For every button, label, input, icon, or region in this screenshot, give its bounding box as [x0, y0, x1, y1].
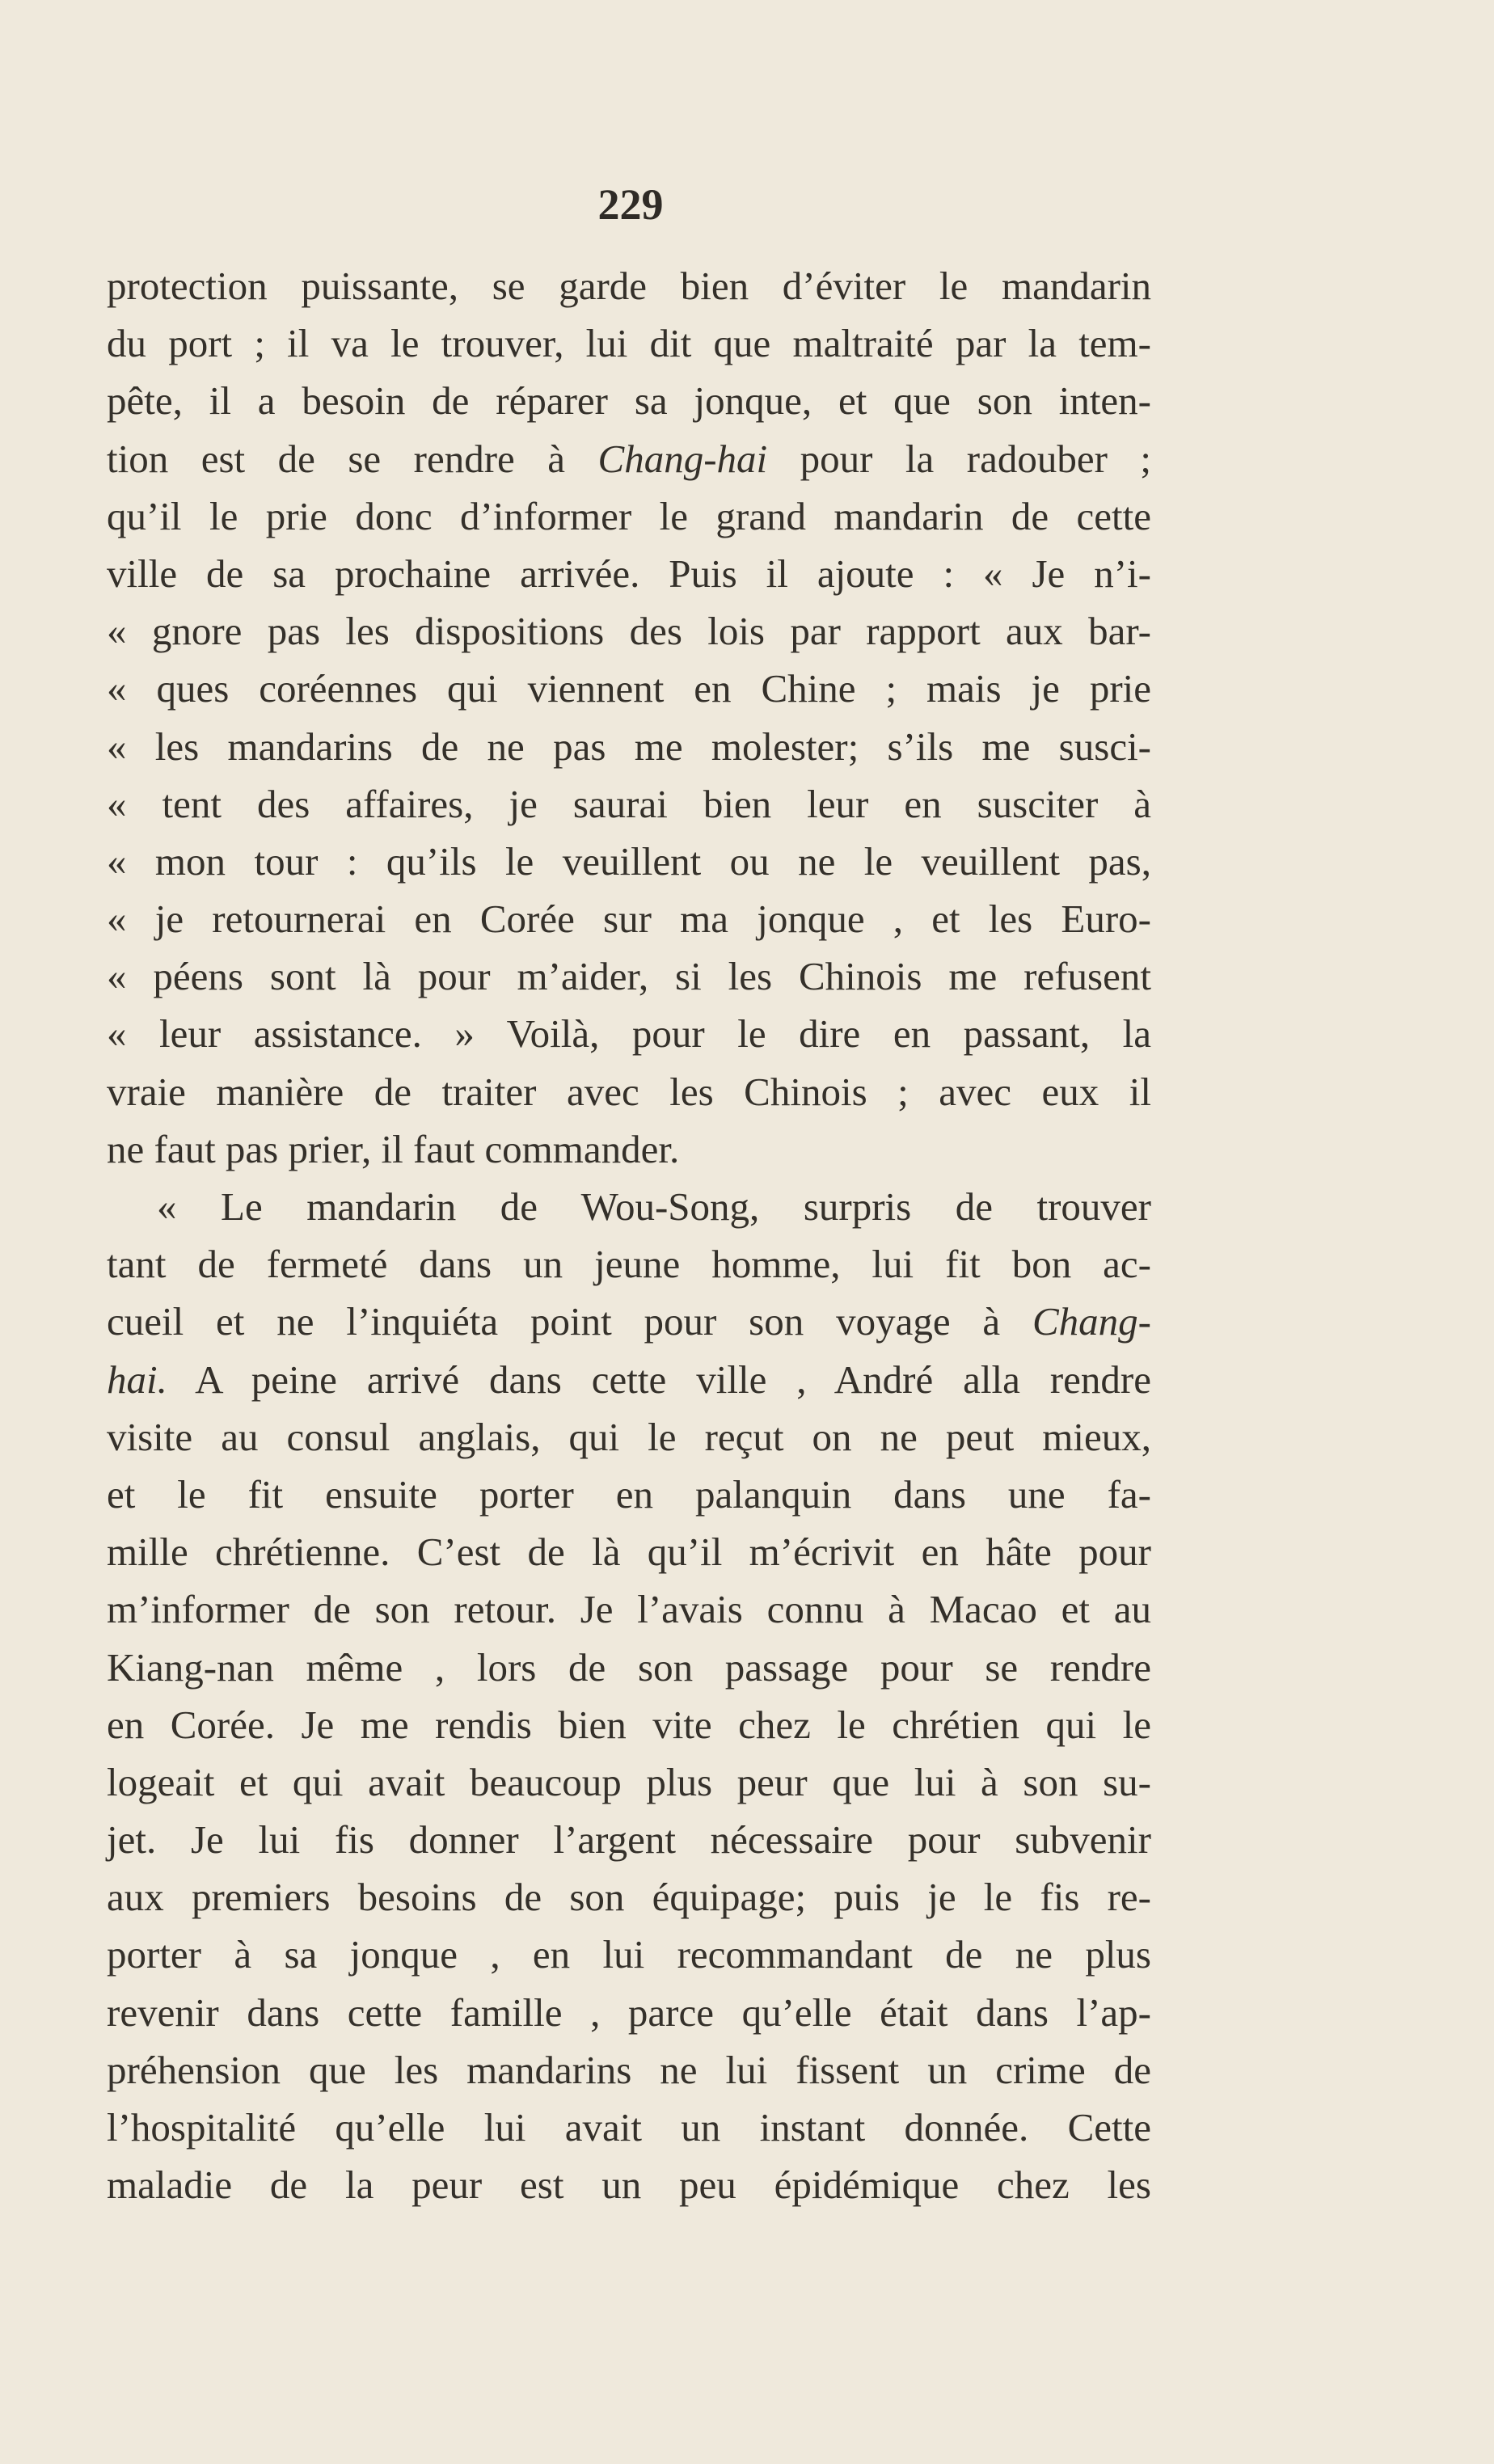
text-segment: ville de sa prochaine arrivée. Puis il ajoute : « Je n’i-: [107, 551, 1151, 596]
text-segment: pête, il a besoin de réparer sa jonque, et que son inten-: [107, 378, 1151, 424]
text-line: [107, 1178, 1151, 1235]
text-segment: du port ; il va le trouver, lui dit que maltraité par la tem-: [107, 321, 1151, 366]
text-segment: « les mandarins de ne pas me molester; s’ils me susci-: [107, 724, 1151, 769]
text-line: [107, 1235, 1151, 1293]
text-segment: « mon tour : qu’ils le veuillent ou ne le veuillent pas,: [107, 838, 1151, 884]
text-line: [107, 1926, 1151, 1983]
text-line: [107, 1696, 1151, 1753]
text-segment: ne faut pas prier, il faut commander.: [107, 1126, 680, 1171]
text-line: [107, 2041, 1151, 2099]
text-segment: protection puissante, se garde bien d’éviter le mandarin: [107, 264, 1151, 308]
text-line: [107, 718, 1151, 775]
page-number: 229: [597, 180, 664, 229]
text-line: [107, 487, 1151, 545]
text-line: [107, 833, 1151, 890]
text-segment: qu’il le prie donc d’informer le grand mandarin de cette: [107, 493, 1151, 538]
text-segment: mille chrétienne. C’est de là qu’il m’écrivit en hâte pour: [107, 1529, 1151, 1575]
text-segment: m’informer de son retour. Je l’avais connu à Macao et au: [107, 1587, 1151, 1632]
text-segment: « tent des affaires, je saurai bien leur en susciter à: [107, 781, 1151, 826]
text-line: [107, 2156, 1151, 2213]
text-segment: porter à sa jonque , en lui recommandant de ne plus: [107, 1932, 1151, 1977]
page-body-text: [107, 257, 1151, 2213]
text-segment: revenir dans cette famille , parce qu’elle était dans l’ap-: [107, 1989, 1151, 2035]
text-line: [107, 1063, 1151, 1120]
text-segment: en Corée. Je me rendis bien vite chez le chrétien qui le: [107, 1702, 1151, 1747]
text-segment: cueil et ne l’inquiéta point pour son voyage à: [107, 1299, 1032, 1344]
text-segment: préhension que les mandarins ne lui fissent un crime de: [107, 2047, 1151, 2092]
text-segment: jet. Je lui fis donner l’argent nécessaire pour subvenir: [107, 1817, 1151, 1863]
text-line: [107, 2099, 1151, 2156]
text-segment: « gnore pas les dispositions des lois par rapport aux bar-: [107, 609, 1151, 654]
text-segment: maladie de la peur est un peu épidémique chez les: [107, 2162, 1151, 2208]
text-segment: « Le mandarin de Wou-Song, surpris de trouver: [157, 1184, 1151, 1229]
text-line: [107, 1984, 1151, 2041]
text-segment: logeait et qui avait beaucoup plus peur que lui à son su-: [107, 1759, 1151, 1804]
text-line: [107, 1868, 1151, 1926]
text-line: [107, 1293, 1151, 1350]
text-segment: « je retournerai en Corée sur ma jonque , et les Euro-: [107, 897, 1151, 942]
text-line: [107, 890, 1151, 947]
text-line: [107, 1580, 1151, 1638]
text-segment: l’hospitalité qu’elle lui avait un instant donnée. Cette: [107, 2105, 1151, 2150]
italic-place-name: Chang-: [1032, 1299, 1151, 1344]
text-line: [107, 602, 1151, 660]
text-line: [107, 314, 1151, 372]
text-segment: vraie manière de traiter avec les Chinois ; avec eux il: [107, 1069, 1151, 1114]
text-segment: « leur assistance. » Voilà, pour le dire en passant, la: [107, 1011, 1151, 1057]
text-line: [107, 947, 1151, 1005]
text-line: [107, 545, 1151, 602]
text-line: [107, 1005, 1151, 1062]
text-line: [107, 257, 1151, 314]
text-line: [107, 1120, 1151, 1178]
text-line: [107, 372, 1151, 429]
text-segment: pour la radouber ;: [767, 436, 1151, 481]
text-segment: visite au consul anglais, qui le reçut on ne peut mieux,: [107, 1414, 1151, 1459]
text-segment: Kiang-nan même , lors de son passage pour se rendre: [107, 1644, 1151, 1690]
text-line: [107, 775, 1151, 833]
text-segment: « ques coréennes qui viennent en Chine ; mais je prie: [107, 666, 1151, 711]
text-line: [107, 1408, 1151, 1466]
text-segment: aux premiers besoins de son équipage; puis je le fis re-: [107, 1875, 1151, 1920]
text-line: [107, 1811, 1151, 1868]
text-line: [107, 660, 1151, 717]
text-segment: A peine arrivé dans cette ville , André alla rendre: [167, 1356, 1151, 1402]
text-line: [107, 1351, 1151, 1408]
text-line: [107, 1753, 1151, 1811]
text-line: [107, 1639, 1151, 1696]
italic-place-name: Chang-hai: [597, 436, 768, 481]
text-segment: tant de fermeté dans un jeune homme, lui fit bon ac-: [107, 1242, 1151, 1287]
text-line: [107, 1466, 1151, 1523]
italic-place-name: hai.: [107, 1356, 167, 1402]
text-line: [107, 430, 1151, 487]
text-line: [107, 1523, 1151, 1580]
text-segment: et le fit ensuite porter en palanquin dans une fa-: [107, 1471, 1151, 1517]
text-segment: « péens sont là pour m’aider, si les Chinois me refusent: [107, 954, 1151, 999]
text-segment: tion est de se rendre à: [107, 436, 598, 481]
